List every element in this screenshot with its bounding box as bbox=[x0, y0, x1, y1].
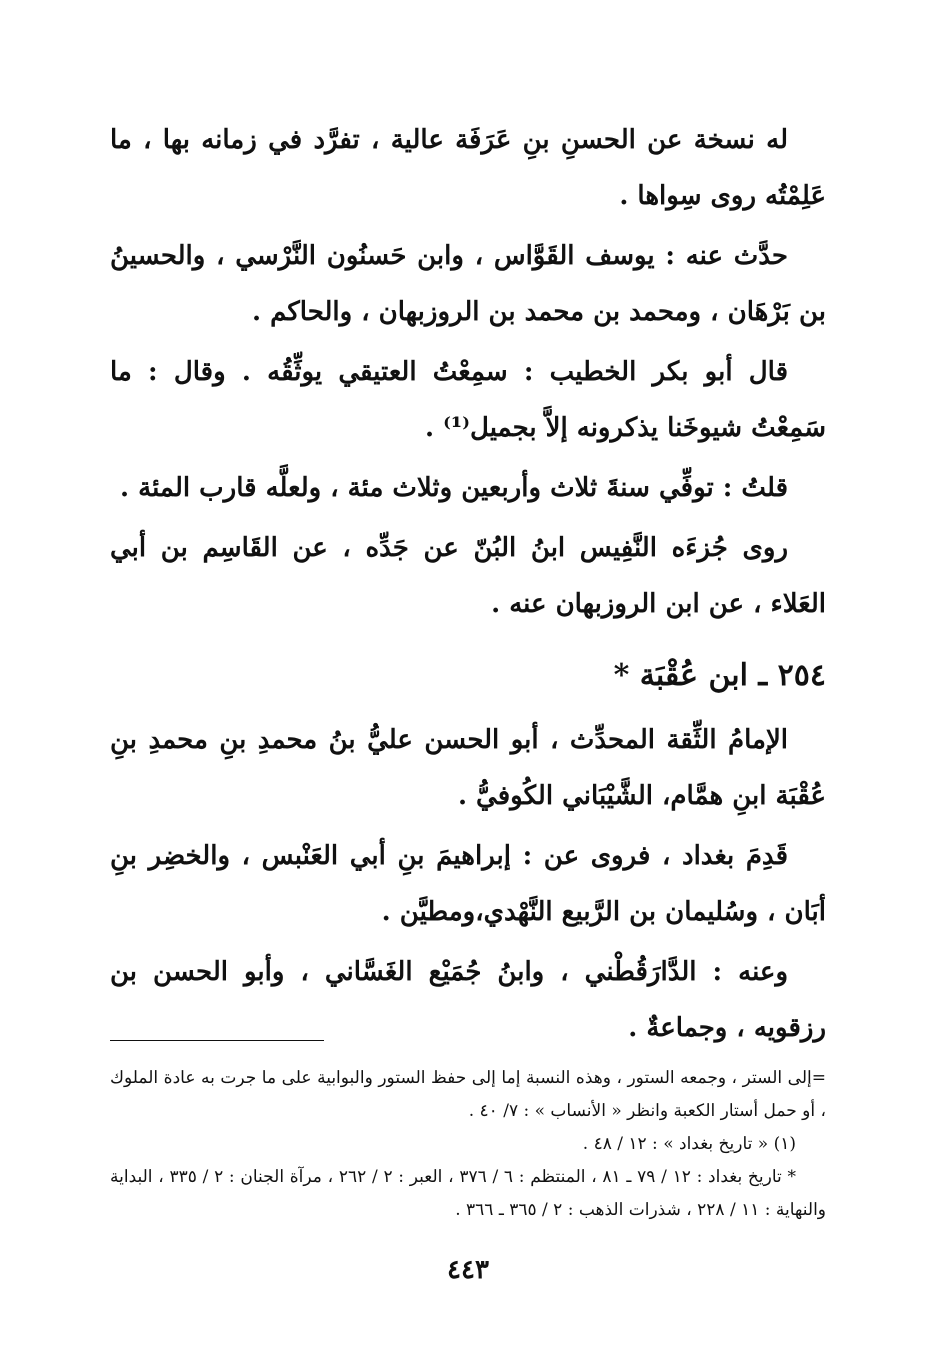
footnote: * تاريخ بغداد : ١٢ / ٧٩ ـ ٨١ ، المنتظم : ٦ / ٣٧٦ ، العبر : ٢ / ٢٦٢ ، مرآة الجنان : ٢ / ٣٣٥ ، البداية والنهاية : ١١ / ٢٢٨ ، شذرات الذهب : ٢ / ٣٦٥ ـ ٣٦٦ . bbox=[110, 1167, 826, 1220]
main-text bbox=[110, 112, 826, 1056]
paragraph: له نسخة عن الحسنِ بنِ عَرَفَة عالية ، تفرَّد في زمانه بها ، ما عَلِمْتُه روى سِواها . bbox=[110, 125, 826, 211]
paragraph: الإمامُ الثِّقة المحدِّث ، أبو الحسن عليُّ بنُ محمدِ بنِ محمدِ بنِ عُقْبَة ابنِ همَّام، الشَّيْبَاني الكُوفيُّ . bbox=[110, 725, 826, 811]
paragraph: حدَّث عنه : يوسف القَوَّاس ، وابن حَسنُون النَّرْسي ، والحسينُ بن بَرْهَان ، ومحمد بن محمد بن الروزبهان ، والحاكم . bbox=[110, 241, 826, 327]
paragraph: روى جُزءَه النَّفِيس ابنُ البُنّ عن جَدِّه ، عن القَاسِم بن أبي العَلاء ، عن ابن الروزبهان عنه . bbox=[110, 533, 826, 619]
paragraph: قَدِمَ بغداد ، فروى عن : إبراهيمَ بنِ أبي العَنْبس ، والخضِر بنِ أبَان ، وسُليمان بن الرَّبيع النَّهْدي،ومطيَّن . bbox=[110, 841, 826, 927]
page-number: ٤٤٣ bbox=[447, 1255, 489, 1285]
paragraph: قلتُ : توفِّي سنةَ ثلاث وأربعين وثلاث مئة ، ولعلَّه قارب المئة . bbox=[120, 473, 788, 503]
entry-heading: ٢٥٤ ـ ابن عُقْبَة * bbox=[613, 658, 826, 693]
paragraph: قال أبو بكر الخطيب : سمِعْتُ العتيقي يوثِّقُه . وقال : ما سَمِعْتُ شيوخَنا يذكرونه إلاَّ بجميل⁽¹⁾ . bbox=[110, 357, 826, 443]
footnote: (١) « تاريخ بغداد » : ١٢ / ٤٨ . bbox=[582, 1134, 796, 1154]
paragraph: وعنه : الدَّارَقُطْني ، وابنُ جُمَيْع الغَسَّاني ، وأبو الحسن بن رزقويه ، وجماعةٌ . bbox=[110, 957, 826, 1043]
footnotes bbox=[110, 1062, 826, 1227]
footnote: =إلى الستر ، وجمعه الستور ، وهذه النسبة إما إلى حفظ الستور والبوابية على ما جرت به عادة الملوك ، أو حمل أستار الكعبة وانظر « الأنساب » : ٧/ ٤٠ . bbox=[110, 1068, 826, 1121]
footnote-divider bbox=[110, 1040, 324, 1041]
